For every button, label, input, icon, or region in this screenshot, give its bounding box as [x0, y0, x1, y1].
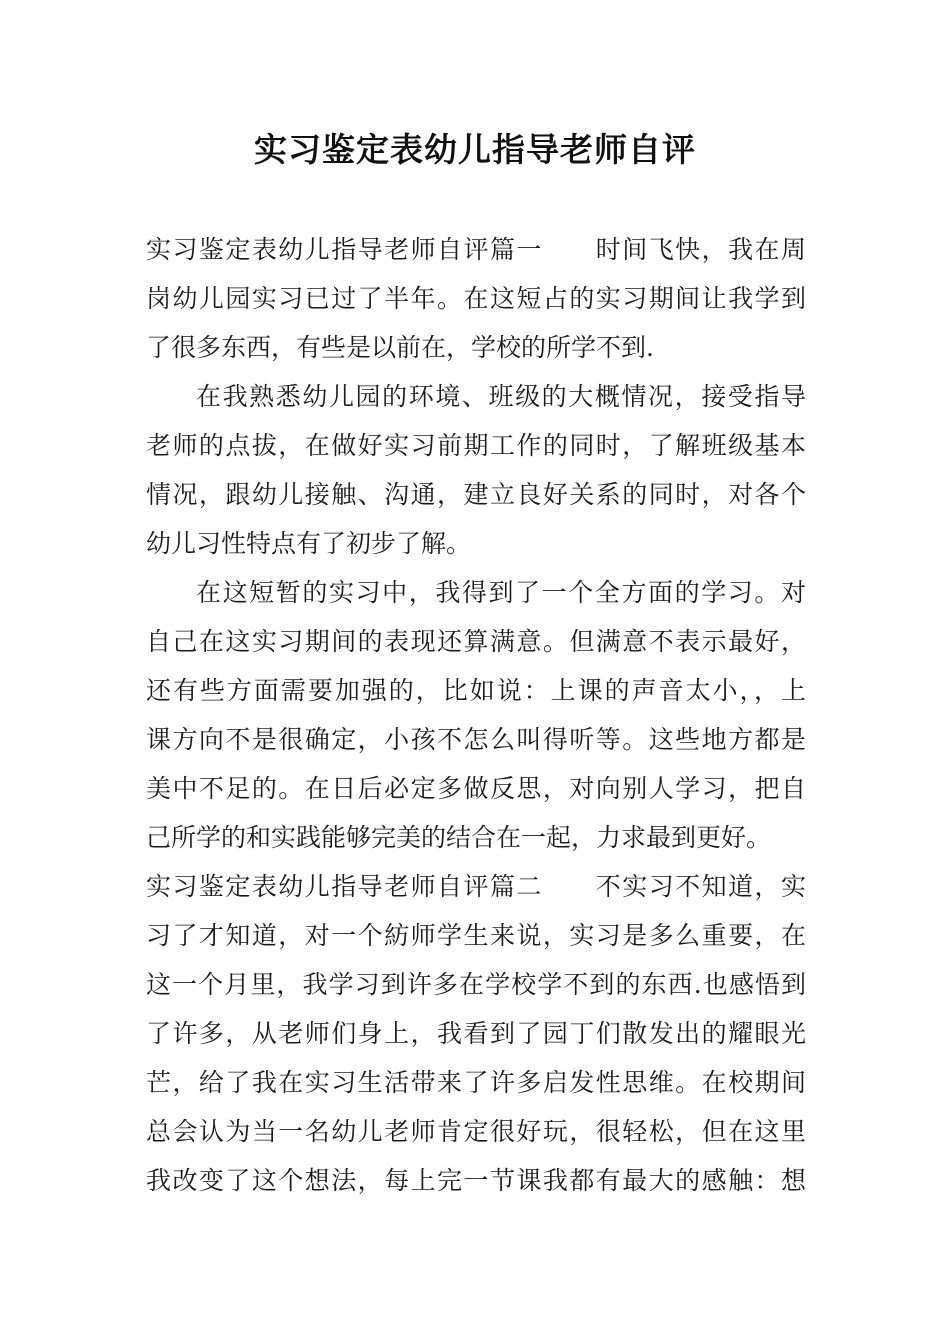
text-line: 了很多东西，有些是以前在，学校的所学不到. — [146, 333, 654, 362]
document-title: 实习鉴定表幼儿指导老师自评 — [254, 130, 696, 169]
text-line: 我改变了这个想法，每上完一节课我都有最大的感触：想 — [146, 1166, 806, 1195]
text-line: 老师的点拔，在做好实习前期工作的同时，了解班级基本 — [146, 431, 806, 460]
text-line: 美中不足的。在日后必定多做反思，对向别人学习，把自 — [146, 774, 806, 803]
text-line: 课方向不是很确定，小孩不怎么叫得听等。这些地方都是 — [146, 725, 806, 754]
text-line: 了许多，从老师们身上，我看到了园丁们散发出的耀眼光 — [146, 1019, 806, 1048]
text-line: 幼儿习性特点有了初步了解。 — [146, 529, 472, 558]
text-line: 实习鉴定表幼儿指导老师自评篇二 不实习不知道，实 — [146, 872, 806, 901]
text-line: 己所学的和实践能够完美的结合在一起，力求最到更好。 — [146, 823, 772, 852]
text-line: 芒，给了我在实习生活带来了许多启发性思维。在校期间 — [146, 1068, 806, 1097]
text-line: 在我熟悉幼儿园的环境、班级的大概情况，接受指导 — [196, 382, 806, 411]
text-line: 还有些方面需要加强的，比如说：上课的声音太小，，上 — [146, 676, 806, 705]
text-line: 总会认为当一名幼儿老师肯定很好玩，很轻松，但在这里 — [146, 1117, 806, 1146]
document-body — [146, 225, 806, 1205]
text-line: 情况，跟幼儿接触、沟通，建立良好关系的同时，对各个 — [146, 480, 806, 509]
text-line: 岗幼儿园实习已过了半年。在这短占的实习期间让我学到 — [146, 284, 806, 313]
text-line: 这一个月里，我学习到许多在学校学不到的东西.也感悟到 — [146, 970, 806, 999]
text-line: 自己在这实习期间的表现还算满意。但满意不表示最好， — [146, 627, 806, 656]
text-line: 实习鉴定表幼儿指导老师自评篇一 时间飞快，我在周 — [146, 235, 806, 264]
text-line: 在这短暂的实习中，我得到了一个全方面的学习。对 — [196, 578, 806, 607]
text-line: 习了才知道，对一个紡师学生来说，实习是多么重要，在 — [146, 921, 806, 950]
